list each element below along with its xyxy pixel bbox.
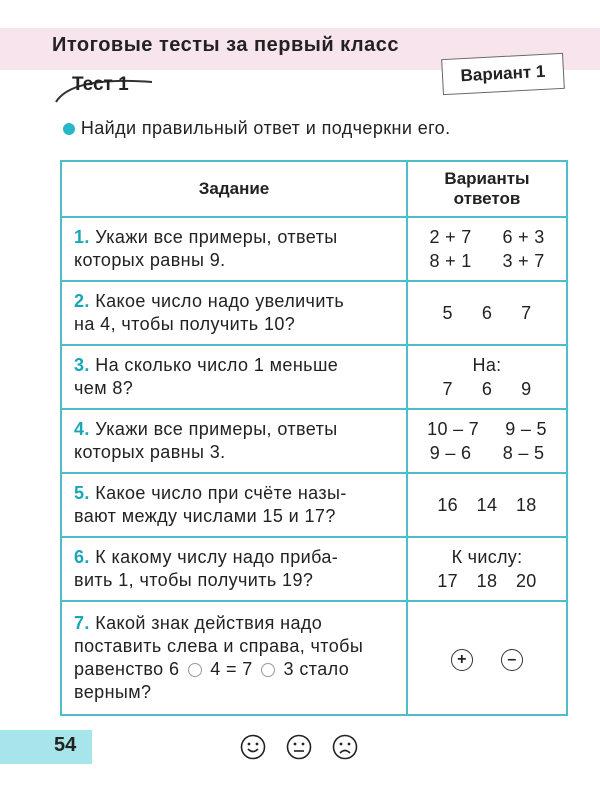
answer-option[interactable]: 6 [481,303,493,323]
answers [407,473,567,537]
answer-option[interactable]: 3 + 7 [502,251,545,271]
test-label: Тест 1 [72,74,129,95]
smile-icon[interactable] [240,734,266,760]
table-row [61,537,567,601]
minus-option[interactable]: – [501,649,523,671]
answer-option[interactable]: 17 [437,571,458,591]
variant-label: Вариант 1 [441,53,565,95]
tasks-table [60,160,568,716]
answers [407,537,567,601]
table-row [61,281,567,345]
table-row [61,409,567,473]
page-number: 54 [54,734,77,756]
table-row [61,473,567,537]
answer-option[interactable]: 14 [476,495,498,515]
page-band [0,730,92,764]
neutral-icon[interactable] [286,734,312,760]
table-row [61,601,567,715]
sad-icon[interactable] [332,734,358,760]
answer-prefix: К числу: [451,547,523,567]
answers [407,281,567,345]
answer-prefix: На: [472,355,502,375]
answer-option[interactable]: 7 [521,303,532,323]
answer-option[interactable]: 18 [516,495,537,515]
answer-option[interactable]: 6 + 3 [502,227,545,247]
column-task: Задание [61,161,407,217]
answer-option[interactable]: 8 + 1 [429,251,472,271]
answer-option[interactable]: 9 – 6 [429,443,472,463]
self-assessment-faces [240,734,358,760]
question: 6. К какому числу надо приба- вить 1, чтобы получить 19? [61,537,407,601]
question: 4. Укажи все примеры, ответы которых равны 3. [61,409,407,473]
answer-option[interactable]: 20 [516,571,537,591]
blank-circle-icon [188,663,202,677]
instruction: Найди правильный ответ и подчеркни его. [80,118,451,138]
answer-option[interactable]: 18 [476,571,498,591]
question: 2. Какое число надо увеличить на 4, чтобы получить 10? [61,281,407,345]
column-answers: Варианты ответов [407,161,567,217]
answer-option[interactable]: 10 – 7 [427,419,479,439]
table-row [61,345,567,409]
answers [407,409,567,473]
page-title: Итоговые тесты за первый класс [52,34,400,56]
answers [407,217,567,281]
answers [407,601,567,715]
question: 5. Какое число при счёте назы- вают между числами 15 и 17? [61,473,407,537]
table-row [61,217,567,281]
answer-option[interactable]: 2 + 7 [429,227,472,247]
blank-circle-icon [261,663,275,677]
question: 7. Какой знак действия надо поставить слева и справа, чтобы равенство 6 4 = 7 3 стало верным? [61,601,407,715]
plus-option[interactable]: + [451,649,473,671]
answer-option[interactable]: 9 – 5 [505,419,547,439]
answer-option[interactable]: 5 [442,303,453,323]
question: 1. Укажи все примеры, ответы которых равны 9. [61,217,407,281]
answer-option[interactable]: 16 [437,495,458,515]
answers [407,345,567,409]
answer-option[interactable]: 6 [481,379,493,399]
answer-option[interactable]: 9 [521,379,532,399]
question: 3. На сколько число 1 меньше чем 8? [61,345,407,409]
answer-option[interactable]: 8 – 5 [502,443,545,463]
answer-option[interactable]: 7 [442,379,453,399]
